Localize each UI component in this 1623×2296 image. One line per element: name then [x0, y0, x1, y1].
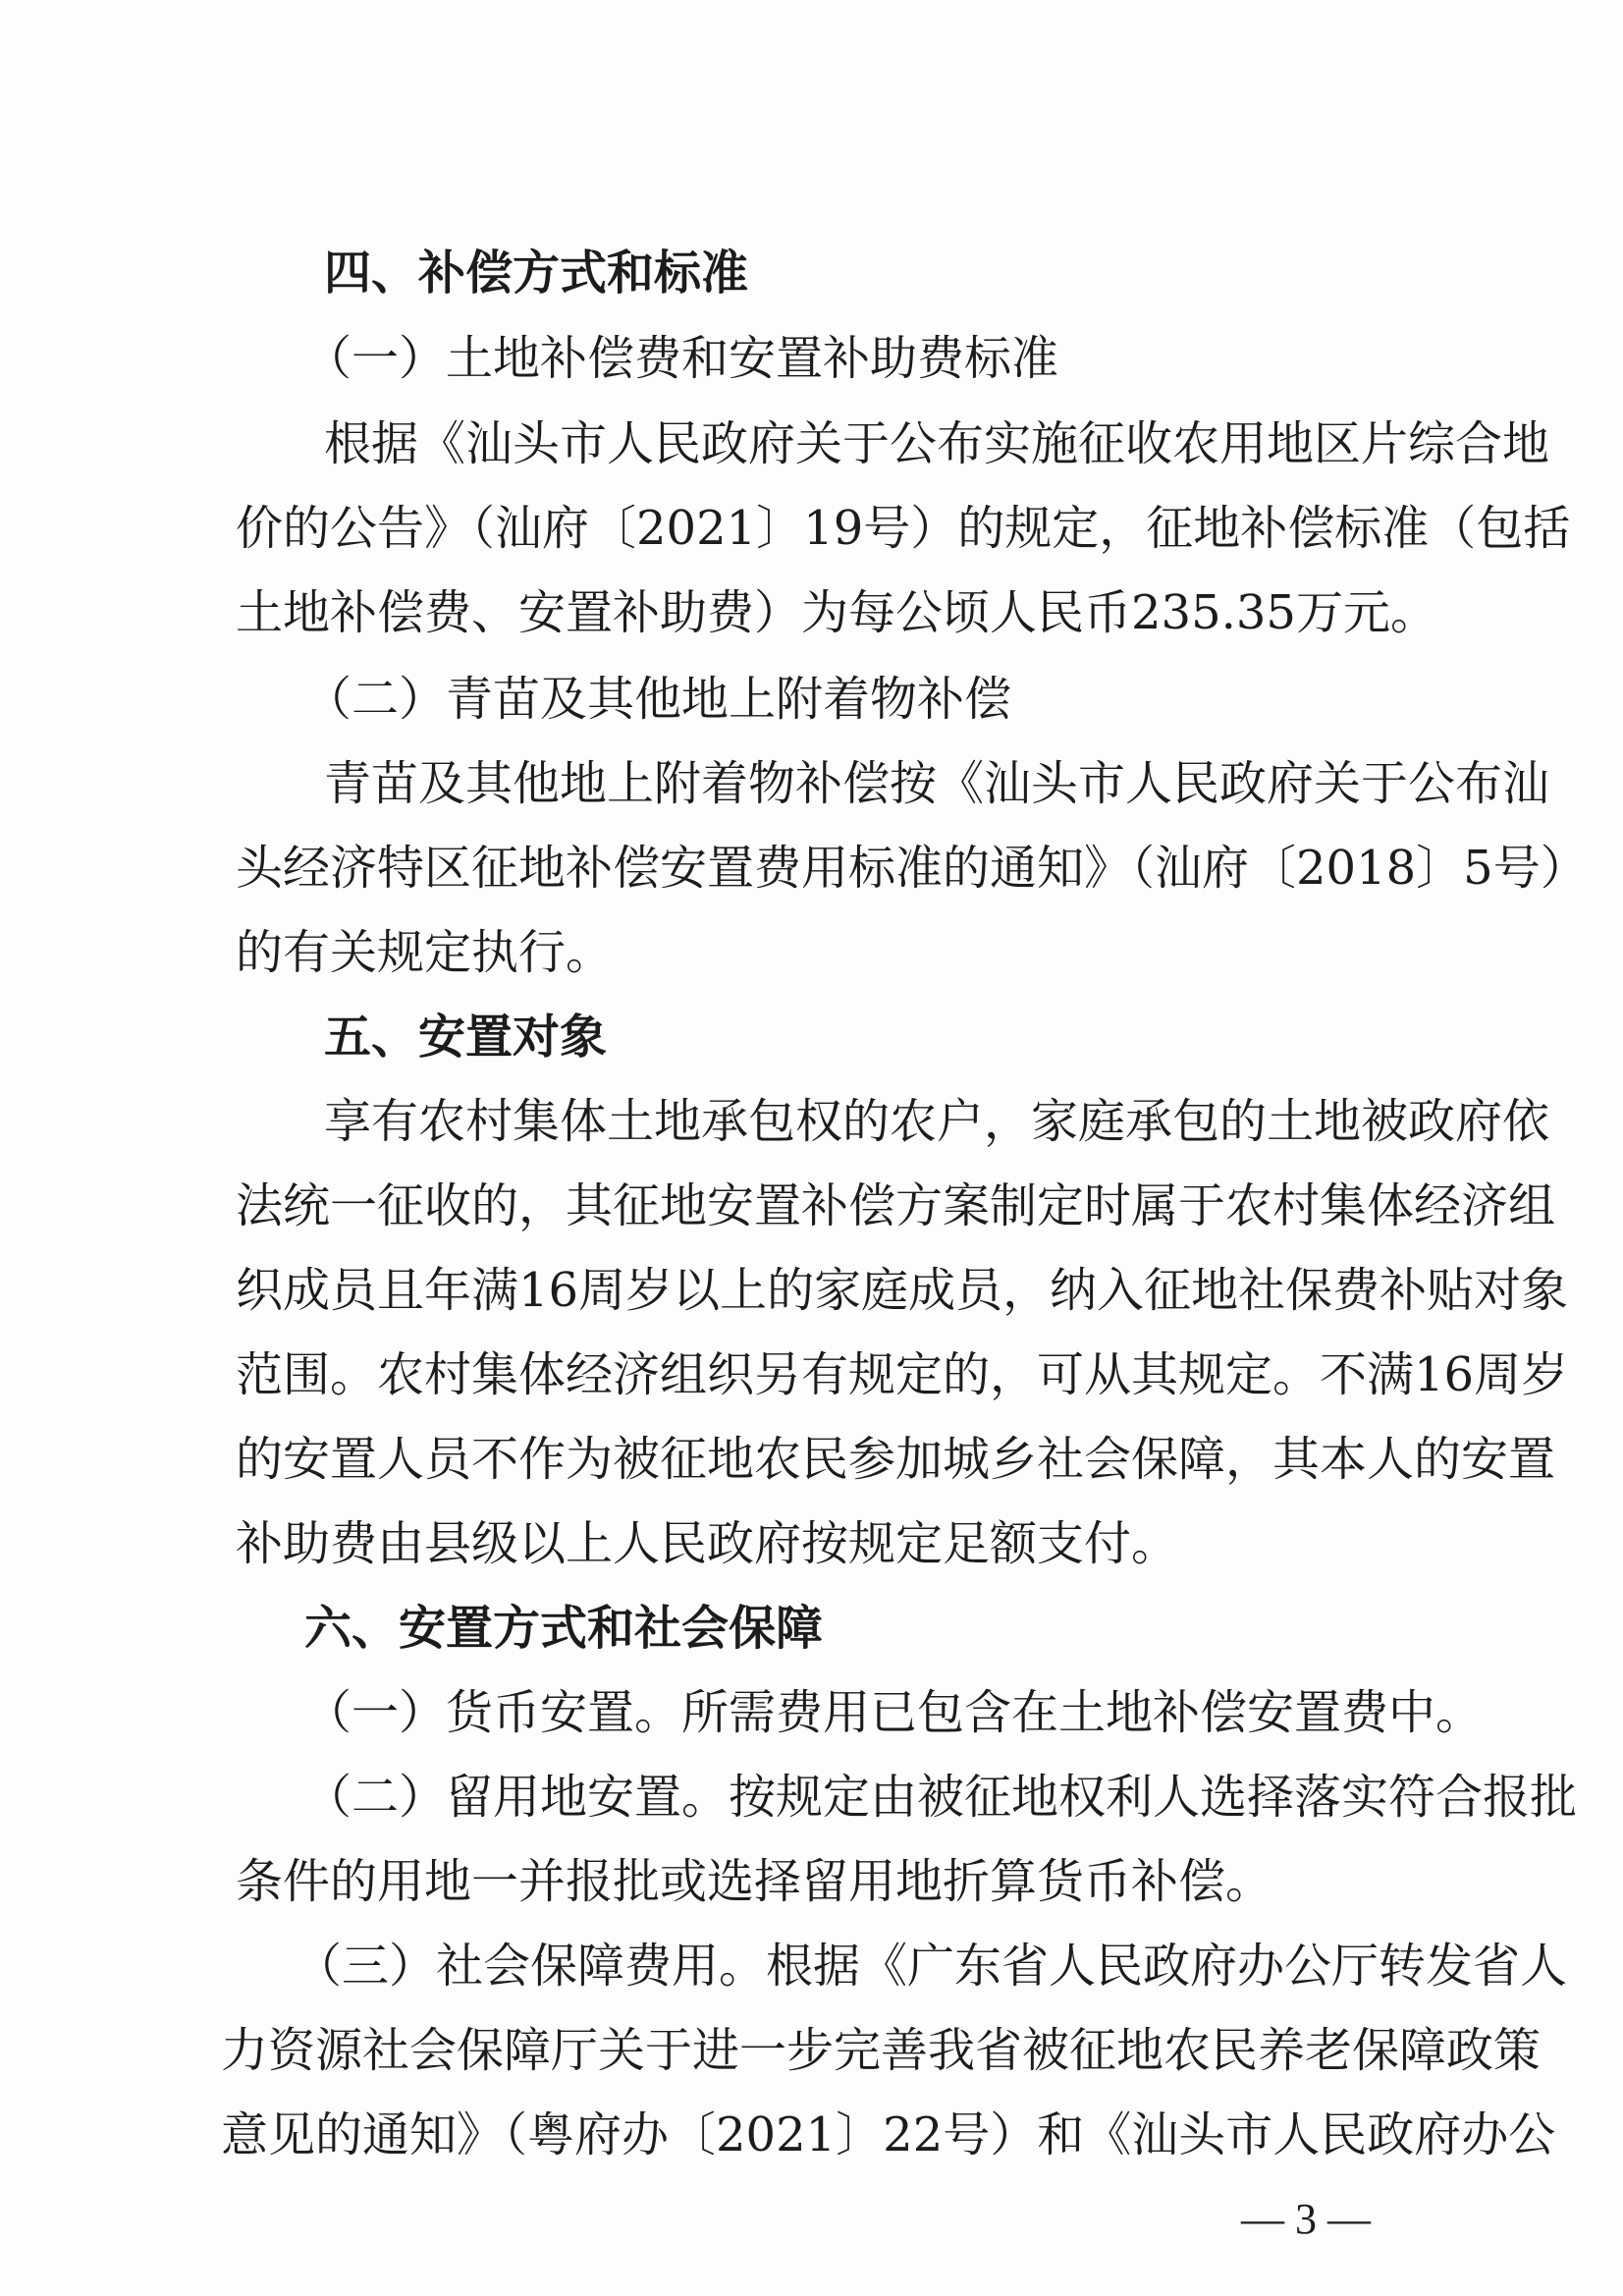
paragraph-line: 补助费由县级以上人民政府按规定足额支付。 — [236, 1516, 1179, 1571]
subsection-title-4-1: （一）土地补偿费和安置补助费标准 — [304, 331, 1059, 386]
paragraph-line: 条件的用地一并报批或选择留用地折算货币补偿。 — [236, 1854, 1273, 1909]
paragraph-line: 意见的通知》（粤府办〔2021〕22号）和《汕头市人民政府办公 — [221, 2107, 1556, 2162]
paragraph-line: 力资源社会保障厅关于进一步完善我省被征地农民养老保障政策 — [221, 2023, 1542, 2078]
section-heading-4: 四、补偿方式和标准 — [324, 246, 749, 301]
paragraph-line: 的有关规定执行。 — [236, 925, 614, 980]
paragraph-line: 土地补偿费、安置补助费）为每公顷人民币235.35万元。 — [236, 585, 1437, 640]
paragraph-line: 法统一征收的，其征地安置补偿方案制定时属于农村集体经济组 — [236, 1178, 1556, 1233]
paragraph-line: 青苗及其他地上附着物补偿按《汕头市人民政府关于公布汕 — [324, 756, 1550, 811]
paragraph-line: 根据《汕头市人民政府关于公布实施征收农用地区片综合地 — [324, 416, 1550, 471]
paragraph-line: 织成员且年满16周岁以上的家庭成员，纳入征地社保费补贴对象 — [236, 1263, 1569, 1318]
paragraph-line: 享有农村集体土地承包权的农户，家庭承包的土地被政府依 — [324, 1094, 1550, 1149]
section-heading-6: 六、安置方式和社会保障 — [304, 1601, 824, 1656]
paragraph-line: （一）货币安置。所需费用已包含在土地补偿安置费中。 — [304, 1685, 1484, 1740]
section-heading-5: 五、安置对象 — [324, 1010, 608, 1065]
subsection-title-4-2: （二）青苗及其他地上附着物补偿 — [304, 672, 1012, 727]
paragraph-line: 价的公告》（汕府〔2021〕19号）的规定，征地补偿标准（包括 — [236, 501, 1571, 556]
paragraph-line: 头经济特区征地补偿安置费用标准的通知》（汕府〔2018〕5号） — [236, 841, 1588, 896]
paragraph-line: （二）留用地安置。按规定由被征地权利人选择落实符合报批 — [304, 1770, 1578, 1825]
page-number: — 3 — — [1241, 2195, 1371, 2243]
paragraph-line: 的安置人员不作为被征地农民参加城乡社会保障，其本人的安置 — [236, 1432, 1556, 1487]
paragraph-line: 范围。农村集体经济组织另有规定的，可从其规定。不满16周岁 — [236, 1347, 1569, 1402]
paragraph-line: （三）社会保障费用。根据《广东省人民政府办公厅转发省人 — [295, 1939, 1568, 1994]
